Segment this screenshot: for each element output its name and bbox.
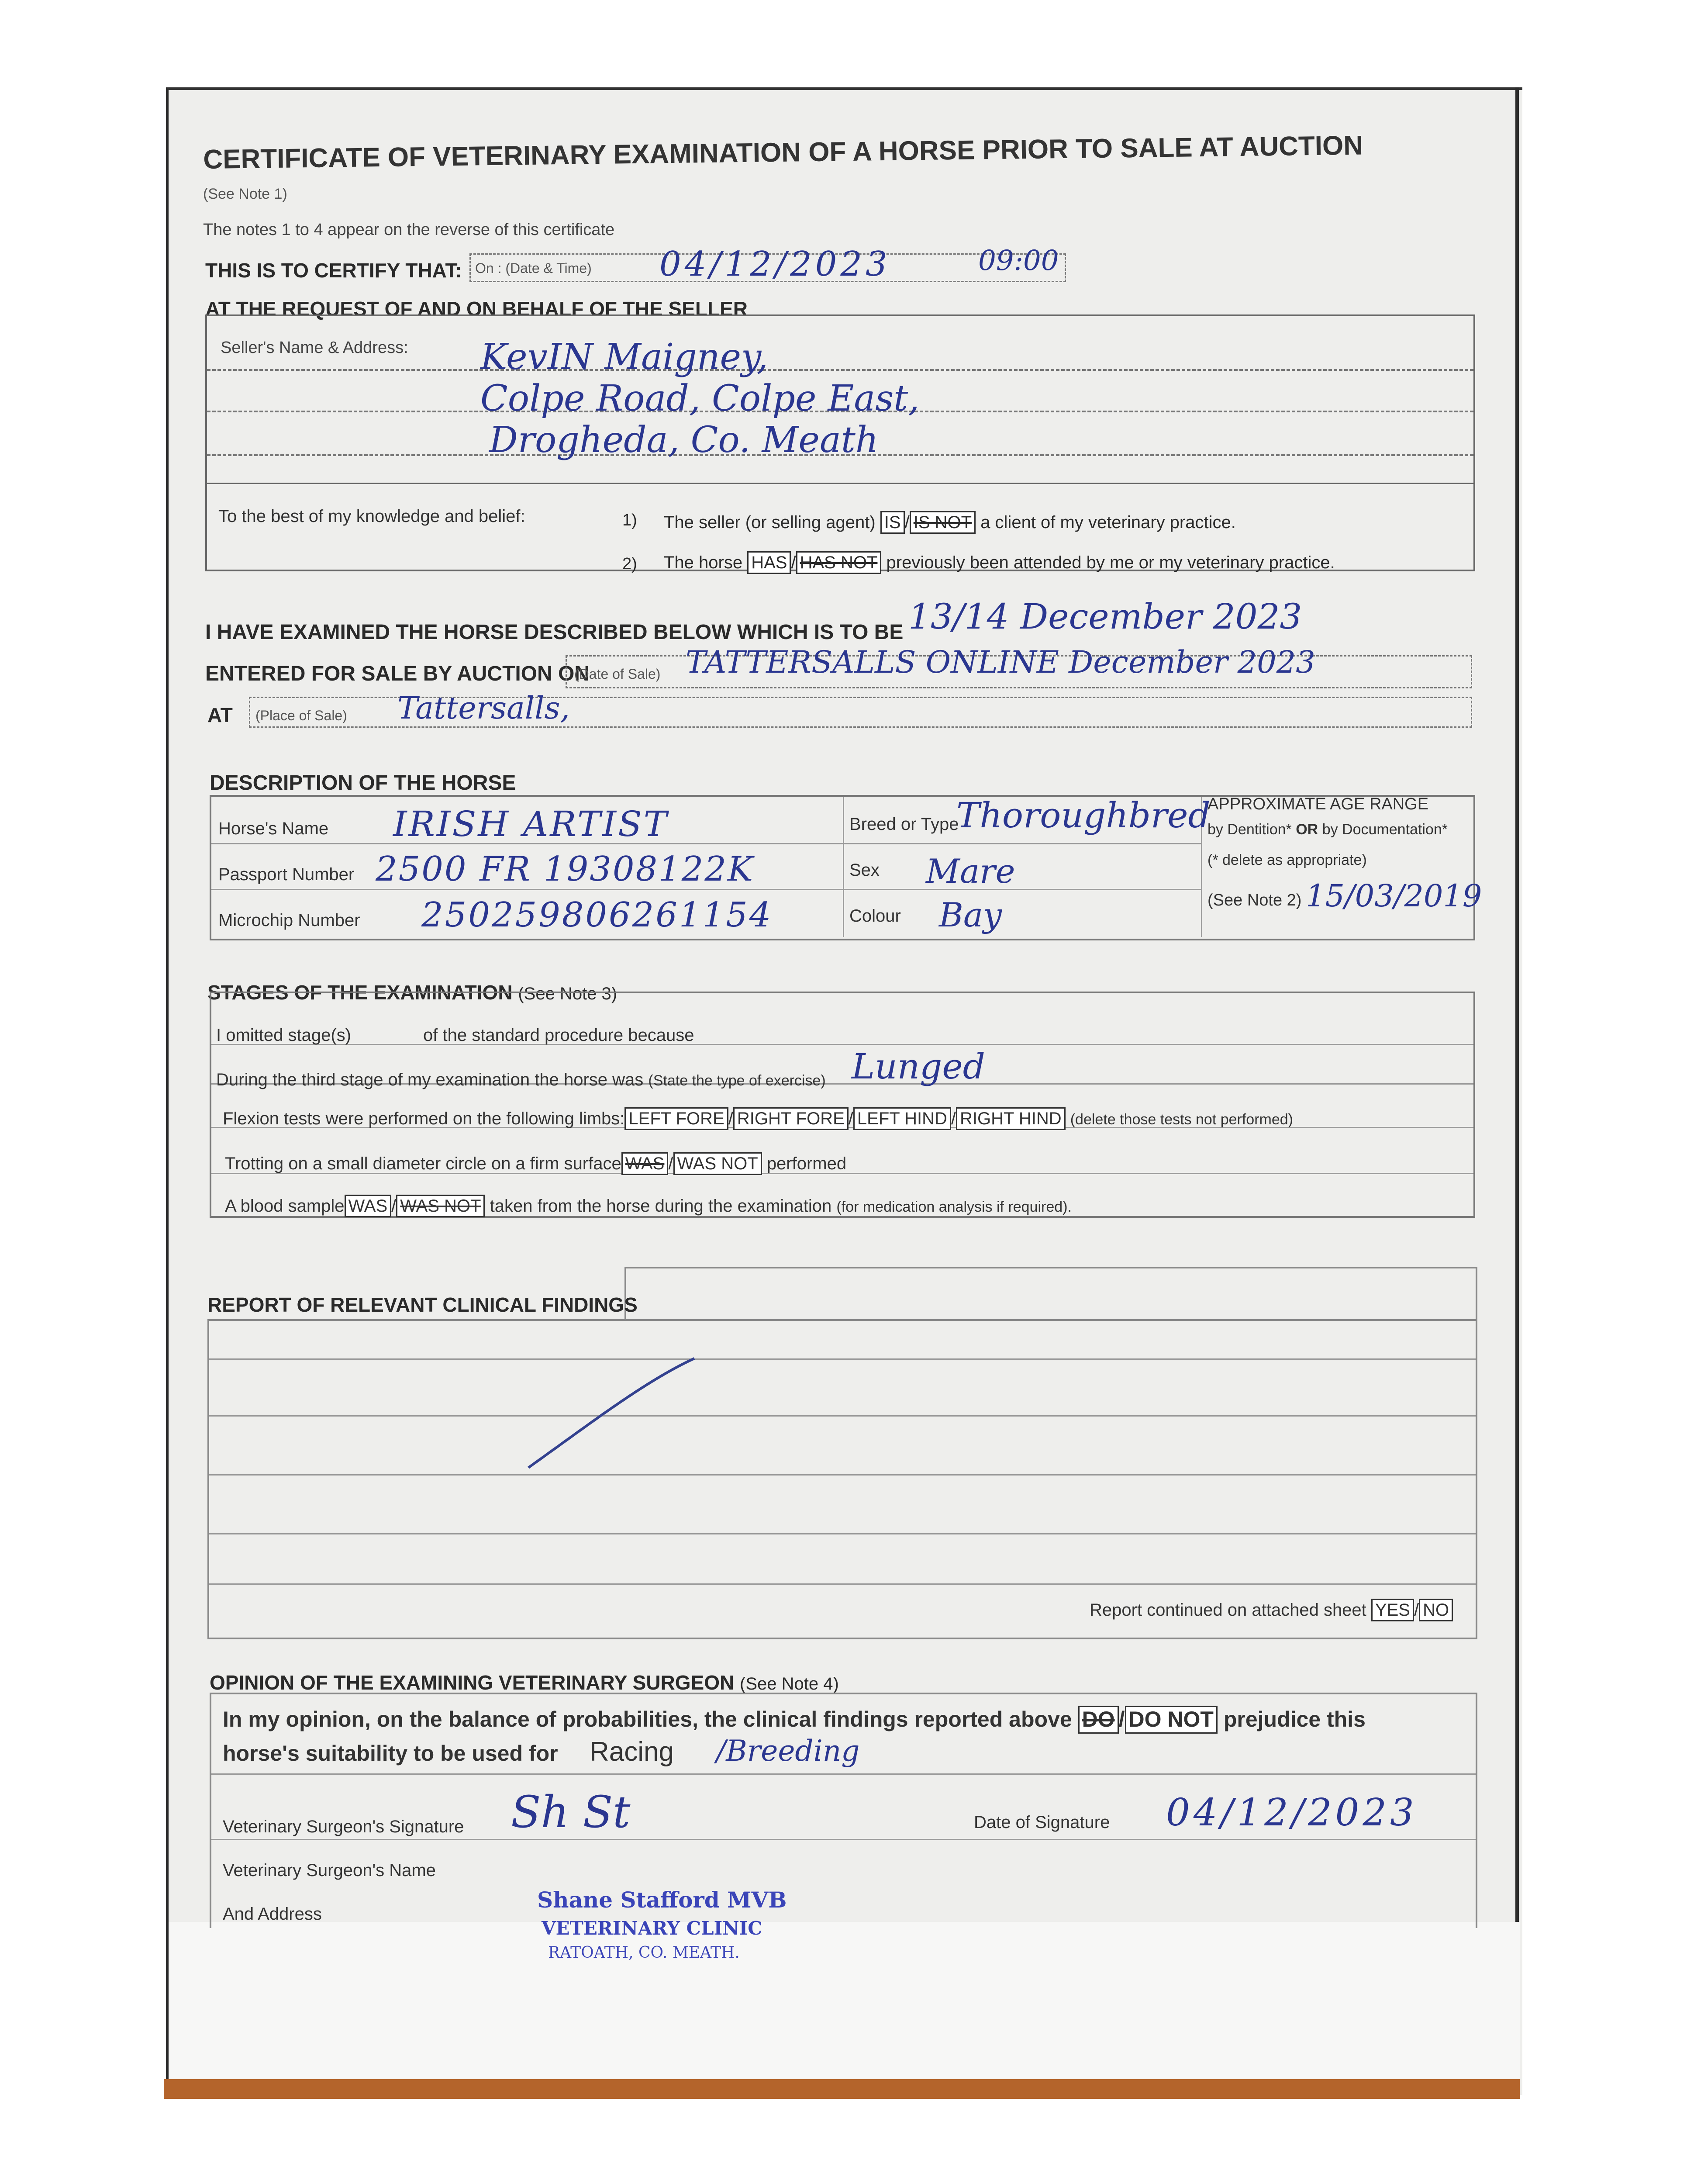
report-continued: Report continued on attached sheet YES / NO xyxy=(1090,1599,1453,1621)
do-not-option[interactable]: DO NOT xyxy=(1125,1706,1218,1734)
age-method: by Dentition* OR by Documentation* xyxy=(1207,821,1448,838)
stamp-name: Shane Stafford MVB xyxy=(537,1887,787,1913)
is-not-option[interactable]: IS NOT xyxy=(910,511,976,534)
knowledge-label: To the best of my knowledge and belief: xyxy=(218,507,525,526)
vet-address-label: And Address xyxy=(223,1904,322,1924)
q1-number: 1) xyxy=(622,511,637,529)
use-value: Racing xyxy=(590,1737,674,1767)
on-label: On : (Date & Time) xyxy=(475,260,592,276)
signature-value: Sh St xyxy=(511,1787,631,1838)
microchip-value: 250259806261154 xyxy=(421,895,773,935)
opinion-rule-2 xyxy=(211,1839,1476,1840)
stamp-address: RATOATH, CO. MEATH. xyxy=(548,1944,740,1962)
exam-date-value: 04/12/2023 xyxy=(659,245,891,284)
q2-text: The horse HAS / HAS NOT previously been attended by me or my veterinary practice. xyxy=(664,551,1335,574)
blood-row: A blood sample WAS / WAS NOT taken from the horse during the examination (for medication analysis if required). xyxy=(225,1195,1072,1217)
opinion-text-1: In my opinion, on the balance of probabilities, the clinical findings reported above DO / DO NOT prejudice this xyxy=(223,1706,1366,1734)
trot-row: Trotting on a small diameter circle on a firm surface WAS / WAS NOT performed xyxy=(225,1152,846,1175)
seller-address-1: Colpe Road, Colpe East, xyxy=(480,378,920,419)
flexion-row: Flexion tests were performed on the following limbs: LEFT FORE / RIGHT FORE / LEFT HIND / RIGHT HIND (delete those tests not performed) xyxy=(223,1107,1293,1130)
sex-value: Mare xyxy=(926,852,1015,891)
exercise-value: Lunged xyxy=(852,1046,985,1087)
breed-label: Breed or Type xyxy=(849,815,959,834)
colour-value: Bay xyxy=(939,895,1002,934)
trot-was-option[interactable]: WAS xyxy=(621,1152,669,1175)
blood-was-option[interactable]: WAS xyxy=(345,1195,392,1217)
q2-number: 2) xyxy=(622,555,637,573)
third-stage-text: During the third stage of my examination the horse was (State the type of exercise) xyxy=(216,1070,826,1089)
right-hind-option[interactable]: RIGHT HIND xyxy=(956,1107,1066,1130)
description-heading: DESCRIPTION OF THE HORSE xyxy=(210,771,516,795)
has-not-option[interactable]: HAS NOT xyxy=(796,551,882,574)
is-option[interactable]: IS xyxy=(880,511,905,534)
notes-line: The notes 1 to 4 appear on the reverse of this certificate xyxy=(203,221,615,239)
vet-name-label: Veterinary Surgeon's Name xyxy=(223,1861,436,1880)
at-label: AT xyxy=(207,704,233,726)
stamp-clinic: VETERINARY CLINIC xyxy=(542,1918,762,1939)
horse-name-value: IRISH ARTIST xyxy=(393,804,669,844)
left-fore-option[interactable]: LEFT FORE xyxy=(624,1107,728,1130)
right-fore-option[interactable]: RIGHT FORE xyxy=(733,1107,849,1130)
exam-time-value: 09:00 xyxy=(978,245,1059,277)
sale-line-1: I HAVE EXAMINED THE HORSE DESCRIBED BELOW WHICH IS TO BE xyxy=(205,621,904,644)
passport-label: Passport Number xyxy=(218,865,355,884)
page-title: CERTIFICATE OF VETERINARY EXAMINATION OF A HORSE PRIOR TO SALE AT AUCTION xyxy=(203,130,1363,175)
age-see-note: (See Note 2) xyxy=(1207,891,1302,909)
sale-dates-value: 13/14 December 2023 xyxy=(908,596,1302,637)
trot-was-not-option[interactable]: WAS NOT xyxy=(673,1152,762,1175)
age-delete-note: (* delete as appropriate) xyxy=(1207,852,1367,868)
date-signature-value: 04/12/2023 xyxy=(1166,1791,1418,1835)
continued-yes-option[interactable]: YES xyxy=(1371,1599,1414,1621)
stages-heading: STAGES OF THE EXAMINATION (See Note 3) xyxy=(207,981,618,1004)
seller-label: Seller's Name & Address: xyxy=(221,339,408,357)
has-option[interactable]: HAS xyxy=(747,551,791,574)
left-hind-option[interactable]: LEFT HIND xyxy=(853,1107,951,1130)
passport-value: 2500 FR 19308122K xyxy=(376,850,755,889)
sale-line-2: ENTERED FOR SALE BY AUCTION ON xyxy=(205,662,590,685)
report-heading: REPORT OF RELEVANT CLINICAL FINDINGS xyxy=(207,1293,638,1316)
age-heading: APPROXIMATE AGE RANGE xyxy=(1207,795,1429,813)
signature-label: Veterinary Surgeon's Signature xyxy=(223,1817,464,1836)
breed-value: Thoroughbred xyxy=(956,795,1211,836)
opinion-heading: OPINION OF THE EXAMINING VETERINARY SURGEON (See Note 4) xyxy=(210,1671,839,1694)
use-handwritten: /Breeding xyxy=(716,1734,860,1768)
q1-text: The seller (or selling agent) IS / IS NOT a client of my veterinary practice. xyxy=(664,511,1236,534)
sale-place-value: TATTERSALLS ONLINE December 2023 xyxy=(686,644,1315,680)
date-of-sale-label: (Date of Sale) xyxy=(574,666,661,682)
colour-label: Colour xyxy=(849,906,901,926)
opinion-rule-1 xyxy=(211,1773,1476,1775)
seller-name: KevIN Maigney, xyxy=(480,336,768,378)
date-signature-label: Date of Signature xyxy=(974,1813,1110,1832)
sex-label: Sex xyxy=(849,860,880,880)
blood-was-not-option[interactable]: WAS NOT xyxy=(396,1195,485,1217)
do-option[interactable]: DO xyxy=(1078,1706,1119,1734)
opinion-text-2: horse's suitability to be used for xyxy=(223,1741,558,1766)
age-value: 15/03/2019 xyxy=(1306,878,1482,914)
continued-no-option[interactable]: NO xyxy=(1419,1599,1453,1621)
microchip-label: Microchip Number xyxy=(218,911,360,930)
seller-address-2: Drogheda, Co. Meath xyxy=(489,419,879,461)
certify-label: THIS IS TO CERTIFY THAT: xyxy=(205,259,462,282)
omitted-stages: I omitted stage(s) of the standard procedure because xyxy=(216,1026,694,1045)
see-note-1: (See Note 1) xyxy=(203,186,287,202)
place-of-sale-label: (Place of Sale) xyxy=(255,708,347,723)
place-value: Tattersalls, xyxy=(397,690,570,726)
request-line: AT THE REQUEST OF AND ON BEHALF OF THE SELLER xyxy=(205,297,748,320)
horse-name-label: Horse's Name xyxy=(218,819,329,838)
